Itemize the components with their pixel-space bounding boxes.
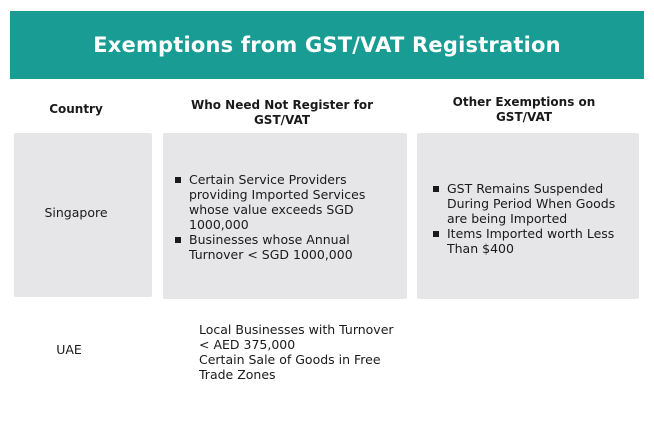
list-item: GST Remains Suspended During Period When Goods are being Imported (431, 181, 631, 226)
title-banner (10, 11, 644, 79)
list-item: Certain Sale of Goods in Free Trade Zones (199, 352, 381, 382)
singapore-who-need-not-register-list (173, 172, 385, 262)
header-who-need-not-register: Who Need Not Register for GST/VAT (190, 98, 374, 127)
uae-who-need-not-register-list (199, 322, 399, 382)
header-other-exemptions: Other Exemptions on GST/VAT (452, 95, 596, 124)
square-bullet-icon (175, 237, 181, 243)
singapore-other-exemptions-list (431, 181, 631, 256)
list-item: Items Imported worth Less Than $400 (431, 226, 631, 256)
list-item: Local Businesses with Turnover < AED 375,000 (199, 322, 394, 352)
square-bullet-icon (433, 231, 439, 237)
list-item: Certain Service Providers providing Imported Services whose value exceeds SGD 1000,000 (173, 172, 385, 232)
header-country: Country (49, 102, 103, 116)
square-bullet-icon (175, 177, 181, 183)
country-singapore: Singapore (44, 205, 108, 220)
list-item: Businesses whose Annual Turnover < SGD 1000,000 (173, 232, 385, 262)
page-title: Exemptions from GST/VAT Registration (93, 33, 561, 57)
square-bullet-icon (433, 186, 439, 192)
country-uae: UAE (56, 342, 82, 357)
